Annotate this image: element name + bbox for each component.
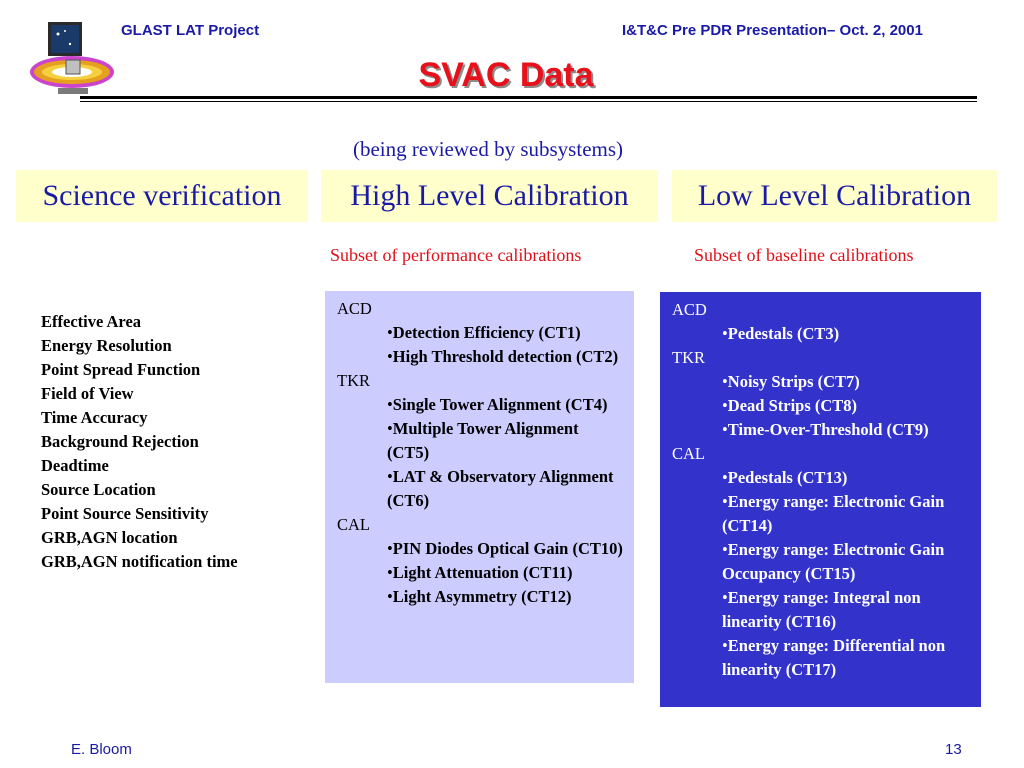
- calibration-item: [672, 370, 971, 394]
- calibration-item-text: Dead Strips (CT8): [727, 396, 858, 415]
- science-item: Point Source Sensitivity: [41, 504, 209, 523]
- low-level-calibration-box: [660, 292, 981, 707]
- bullet-icon: •: [387, 563, 393, 582]
- calibration-item: [337, 537, 624, 561]
- bullet-icon: •: [722, 396, 728, 415]
- calibration-item: [337, 345, 624, 369]
- calibration-item-text: Detection Efficiency (CT1): [392, 323, 581, 342]
- bullet-icon: •: [387, 395, 393, 414]
- calibration-item: [337, 393, 624, 417]
- calibration-item-text: Light Asymmetry (CT12): [392, 587, 572, 606]
- bullet-icon: •: [387, 587, 393, 606]
- science-item: Effective Area: [41, 312, 142, 331]
- bullet-icon: •: [387, 323, 393, 342]
- bullet-icon: •: [722, 492, 728, 511]
- header-project: GLAST LAT Project: [121, 22, 260, 39]
- subsystem-label: TKR: [672, 348, 705, 367]
- footer-author: E. Bloom: [71, 741, 132, 758]
- subsystem-label: CAL: [337, 515, 370, 534]
- science-item: Point Spread Function: [41, 360, 201, 379]
- calibration-item-text: Multiple Tower Alignment (CT5): [387, 419, 579, 462]
- category-low-level-calibration: Low Level Calibration: [672, 170, 997, 222]
- calibration-item-text: PIN Diodes Optical Gain (CT10): [392, 539, 623, 558]
- title-rule-thick: [80, 96, 977, 99]
- science-item: Source Location: [41, 480, 156, 499]
- calibration-item: [672, 634, 971, 682]
- slide-title: SVAC Data: [418, 56, 594, 94]
- header-presentation: I&T&C Pre PDR Presentation– Oct. 2, 2001: [622, 22, 923, 39]
- calibration-item-text: LAT & Observatory Alignment (CT6): [387, 467, 614, 510]
- calibration-item: [672, 466, 971, 490]
- category-high-level-calibration: High Level Calibration: [321, 170, 658, 222]
- bullet-icon: •: [387, 539, 393, 558]
- calibration-item: [337, 465, 624, 513]
- page-number: 13: [945, 741, 962, 758]
- bullet-icon: •: [387, 467, 393, 486]
- calibration-item: [672, 490, 971, 538]
- science-item: Deadtime: [41, 456, 109, 475]
- science-verification-list: [41, 310, 238, 574]
- science-item: Field of View: [41, 384, 134, 403]
- science-item: Time Accuracy: [41, 408, 148, 427]
- title-rule-thin: [80, 101, 977, 102]
- science-item: Energy Resolution: [41, 336, 172, 355]
- calibration-item-text: Time-Over-Threshold (CT9): [727, 420, 929, 439]
- calibration-item-text: Energy range: Integral non linearity (CT16): [722, 588, 921, 631]
- calibration-item-text: Pedestals (CT3): [727, 324, 840, 343]
- bullet-icon: •: [722, 636, 728, 655]
- subsystem-label: CAL: [672, 444, 705, 463]
- bullet-icon: •: [722, 540, 728, 559]
- subsystem-label: ACD: [337, 299, 372, 318]
- calibration-item-text: Light Attenuation (CT11): [392, 563, 573, 582]
- calibration-item-text: High Threshold detection (CT2): [392, 347, 619, 366]
- calibration-item-text: Single Tower Alignment (CT4): [392, 395, 608, 414]
- calibration-item: [337, 417, 624, 465]
- calibration-item: [337, 585, 624, 609]
- subsystem-label: ACD: [672, 300, 707, 319]
- bullet-icon: •: [387, 419, 393, 438]
- calibration-item: [672, 538, 971, 586]
- calibration-item: [672, 586, 971, 634]
- high-level-note: Subset of performance calibrations: [330, 245, 582, 265]
- calibration-item-text: Pedestals (CT13): [727, 468, 848, 487]
- low-level-note: Subset of baseline calibrations: [694, 245, 914, 265]
- bullet-icon: •: [722, 588, 728, 607]
- bullet-icon: •: [722, 420, 728, 439]
- calibration-item: [337, 561, 624, 585]
- science-item: GRB,AGN notification time: [41, 552, 238, 571]
- science-item: GRB,AGN location: [41, 528, 178, 547]
- calibration-item: [672, 322, 971, 346]
- slide-subtitle: (being reviewed by subsystems): [352, 137, 624, 161]
- calibration-item: [672, 394, 971, 418]
- calibration-item-text: Energy range: Differential non linearity (CT17): [722, 636, 946, 679]
- calibration-item-text: Energy range: Electronic Gain (CT14): [722, 492, 945, 535]
- bullet-icon: •: [722, 372, 728, 391]
- calibration-item: [337, 321, 624, 345]
- high-level-calibration-box: [325, 291, 634, 683]
- subsystem-label: TKR: [337, 371, 370, 390]
- calibration-item-text: Noisy Strips (CT7): [727, 372, 860, 391]
- calibration-item-text: Energy range: Electronic Gain Occupancy (CT15): [722, 540, 945, 583]
- category-science-verification: Science verification: [16, 170, 308, 222]
- bullet-icon: •: [387, 347, 393, 366]
- calibration-item: [672, 418, 971, 442]
- science-item: Background Rejection: [41, 432, 199, 451]
- bullet-icon: •: [722, 324, 728, 343]
- bullet-icon: •: [722, 468, 728, 487]
